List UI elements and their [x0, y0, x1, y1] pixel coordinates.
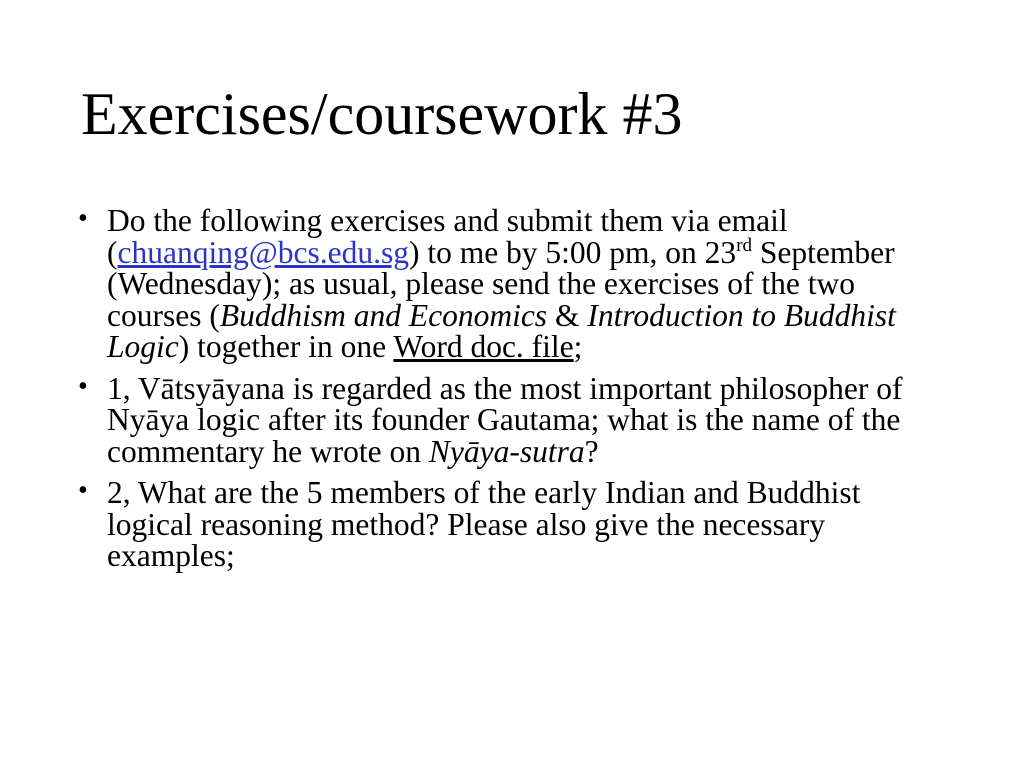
bullet-list — [74, 205, 954, 582]
slide-title: Exercises/coursework #3 — [81, 81, 683, 147]
email-link[interactable]: chuanqing@bcs.edu.sg — [117, 234, 409, 270]
bullet-marker: • — [78, 475, 88, 506]
bullet-text: 1, Vātsyāyana is regarded as the most important philosopher of Nyāya logic after its founder Gautama; what is the name of the commentary he wrote on — [107, 370, 903, 469]
word-file-text: Word doc. file — [393, 329, 574, 364]
bullet-text: Do the following exercises and submit them via email ( — [107, 203, 788, 270]
bullet-text: September (Wednesday); as usual, please send the exercises of the two courses ( — [107, 234, 895, 333]
bullet-text: ) to me by 5:00 pm, on 23 — [408, 234, 737, 270]
bullet-text: ? — [584, 433, 599, 469]
ordinal-suffix: rd — [736, 234, 753, 256]
ampersand: & — [547, 297, 588, 333]
bullet-marker: • — [78, 203, 88, 234]
bullet-item-submission — [74, 205, 954, 363]
course-name: Introduction to Buddhist Logic — [107, 297, 896, 364]
bullet-item-question-1 — [74, 370, 954, 469]
text-title: Nyāya-sutra — [428, 433, 585, 469]
course-name: Buddhism and Economics — [219, 297, 548, 333]
bullet-marker: • — [78, 370, 88, 402]
bullet-text: ) together in one — [178, 329, 394, 364]
bullet-text: 2, What are the 5 members of the early Indian and Buddhist logical reasoning method? Please also give the necessary examples; — [107, 475, 861, 573]
bullet-text: ; — [573, 329, 583, 364]
bullet-item-question-2 — [74, 477, 954, 572]
